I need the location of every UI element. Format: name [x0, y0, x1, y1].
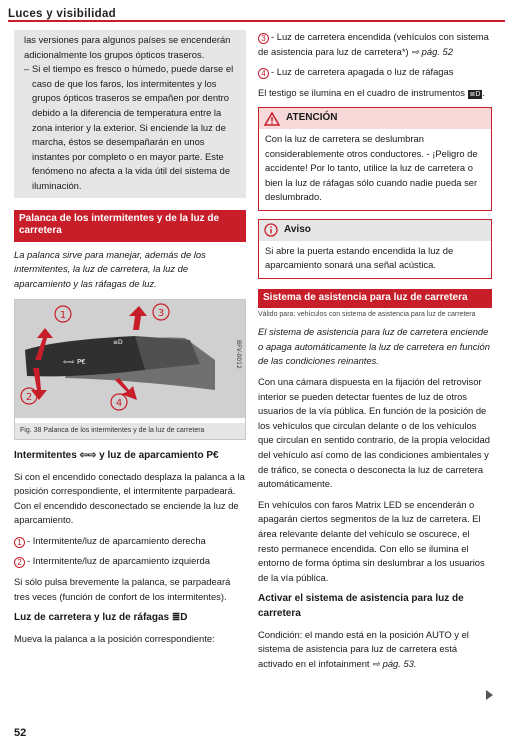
info-icon: [264, 223, 278, 237]
header-title: Luces y visibilidad: [8, 8, 116, 20]
note-body: Si abre la puerta estando encendida la luz de aparcamiento sonará una señal acústica.: [265, 244, 454, 271]
grey-bullet: – Si el tiempo es fresco o húmedo, puede darse el caso de que los faros, los intermitentes y los grupos ópticos traseros se empañen por dentro debido a la diferencia de temperatura entre la zona interior y la exterior. Si enciende la luz de marcha, éstos se desempañarán en unos instantes por completo o en mayor parte. Este fenómeno no afecta a la vida útil del sistema de iluminación.: [24, 62, 240, 193]
high-beam-icon: ≣D: [171, 612, 188, 624]
note-header: [259, 220, 491, 241]
heading-activar: Activar el sistema de asistencia para luz de carretera: [258, 593, 464, 619]
list-item-3-text: - Luz de carretera encendida (vehículos con sistema de asistencia para luz de carretera*): [258, 31, 489, 57]
note-box: [258, 219, 492, 279]
figure-caption: Fig. 38 Palanca de los intermitentes y de la luz de carretera: [15, 423, 245, 439]
testigo-text: El testigo se ilumina en el cuadro de instrumentos ≣D .: [258, 86, 486, 98]
page-ref-53-link[interactable]: ⇨ pág. 53.: [372, 657, 417, 669]
circle-2-icon: 2: [14, 557, 25, 568]
heading-carretera: [14, 611, 246, 626]
testigo-label: El testigo se ilumina en el cuadro de instrumentos: [258, 86, 465, 98]
grey-intro: las versiones para algunos países se encenderán adicionalmente los grupos ópticos traseros.: [24, 34, 231, 60]
svg-text:≡D: ≡D: [113, 339, 123, 347]
right-column: [258, 30, 492, 671]
list-item-1-text: - Intermitente/luz de aparcamiento derecha: [27, 534, 206, 546]
condicion-text: Condición: el mando está en la posición AUTO y el sistema de asistencia para luz de carretera está activado en el infotainment: [258, 628, 469, 669]
heading-carretera-text: Luz de carretera y luz de ráfagas: [14, 612, 170, 624]
page-header: [8, 4, 505, 22]
warning-body: Con la luz de carretera se deslumbran considerablemente otros conductores. - ¡Peligro de accidente! Por lo tanto, utilice la luz de carretera o bien la luz de ráfagas sólo cuando nadie pueda ser deslumbrado.: [265, 132, 478, 203]
continue-arrow-icon: [486, 690, 493, 700]
figure-label-4: 4: [115, 398, 123, 410]
warning-triangle-icon: [264, 112, 280, 126]
figure-label-2: 2: [25, 392, 33, 404]
page-ref-link[interactable]: ⇨ pág. 52: [411, 45, 453, 57]
list-item-4-text: - Luz de carretera apagada o luz de ráfagas: [271, 66, 454, 78]
figure-label-1: 1: [59, 310, 67, 322]
lever-illustration: [15, 300, 245, 418]
parking-light-icon: P€: [206, 449, 219, 461]
heading-intermitentes-text: Intermitentes: [14, 449, 77, 461]
list-item-1: [14, 534, 246, 549]
section-intro-palanca: La palanca sirve para manejar, además de los intermitentes, la luz de carretera, la luz de aparcamiento y las ráfagas de luz.: [14, 248, 206, 289]
warning-header: [259, 108, 491, 129]
high-beam-indicator-icon: ≣D: [469, 90, 481, 98]
grey-note: [14, 30, 246, 198]
circle-4-icon: 4: [258, 68, 269, 79]
list-item-3: [258, 30, 492, 59]
paragraph-matrix: En vehículos con faros Matrix LED se encenderán o apagarán ciertos segmentos de la luz de carretera. El área relevante delante del vehículo se oscurece, el resto permanece encendida. Con ello se ilumina el entorno de forma óptima sin deslumbrar a los usuarios de la vía pública.: [258, 498, 485, 583]
figure-label-3: 3: [157, 308, 165, 320]
valid-for: Válido para: vehículos con sistema de asistencia para luz de carretera: [258, 311, 476, 319]
heading-intermitentes: [14, 449, 246, 464]
warning-box: [258, 107, 492, 211]
figure-code: BFV-0012: [235, 340, 242, 370]
section-intro-asistencia: El sistema de asistencia para luz de carretera enciende o apaga automáticamente la luz de carretera en función de las condiciones reinantes.: [258, 326, 490, 367]
paragraph-camara: Con una cámara dispuesta en la fijación del retrovisor interior se pueden detectar fuentes de luz de otros usuarios de la vía pública. En función de la posición de los vehículos que circulan delante o de los vehículos que circulan en sentido contrario, de la propia velocidad del vehículo así como de las condiciones ambientales y de tráfico, se conecta o desconecta la luz de carretera automáticamente.: [258, 376, 490, 490]
left-column: [14, 30, 246, 646]
circle-3-icon: 3: [258, 33, 269, 44]
page-number: 52: [14, 727, 27, 739]
section-title-palanca: Palanca de los intermitentes y de la luz de carretera: [14, 210, 246, 242]
list-item-2: [14, 554, 246, 569]
figure-38: [14, 299, 246, 440]
list-item-4: [258, 65, 492, 80]
warning-title: ATENCIÓN: [286, 112, 338, 124]
heading-intermitentes-tail: y luz de aparcamiento: [99, 449, 204, 461]
turn-signal-icon: ⇦⇨: [79, 449, 97, 461]
paragraph-intermitentes: Si con el encendido conectado desplaza la palanca a la posición correspondiente, el intermitente parpadeará. Con el encendido desconectado se enciende la luz de aparcamiento.: [14, 470, 245, 526]
paragraph-condicion: [258, 628, 492, 672]
paragraph-confort: Si sólo pulsa brevemente la palanca, se parpadeará tres veces (función de confort de los intermitentes).: [14, 576, 231, 602]
section-title-asistencia: Sistema de asistencia para luz de carretera: [258, 289, 492, 309]
circle-1-icon: 1: [14, 537, 25, 548]
paragraph-mueva: Mueva la palanca a la posición correspondiente:: [14, 632, 215, 644]
list-item-2-text: - Intermitente/luz de aparcamiento izquierda: [27, 555, 210, 567]
svg-text:⇦⇨ P€: ⇦⇨ P€: [63, 358, 86, 367]
note-title: Aviso: [284, 223, 311, 235]
